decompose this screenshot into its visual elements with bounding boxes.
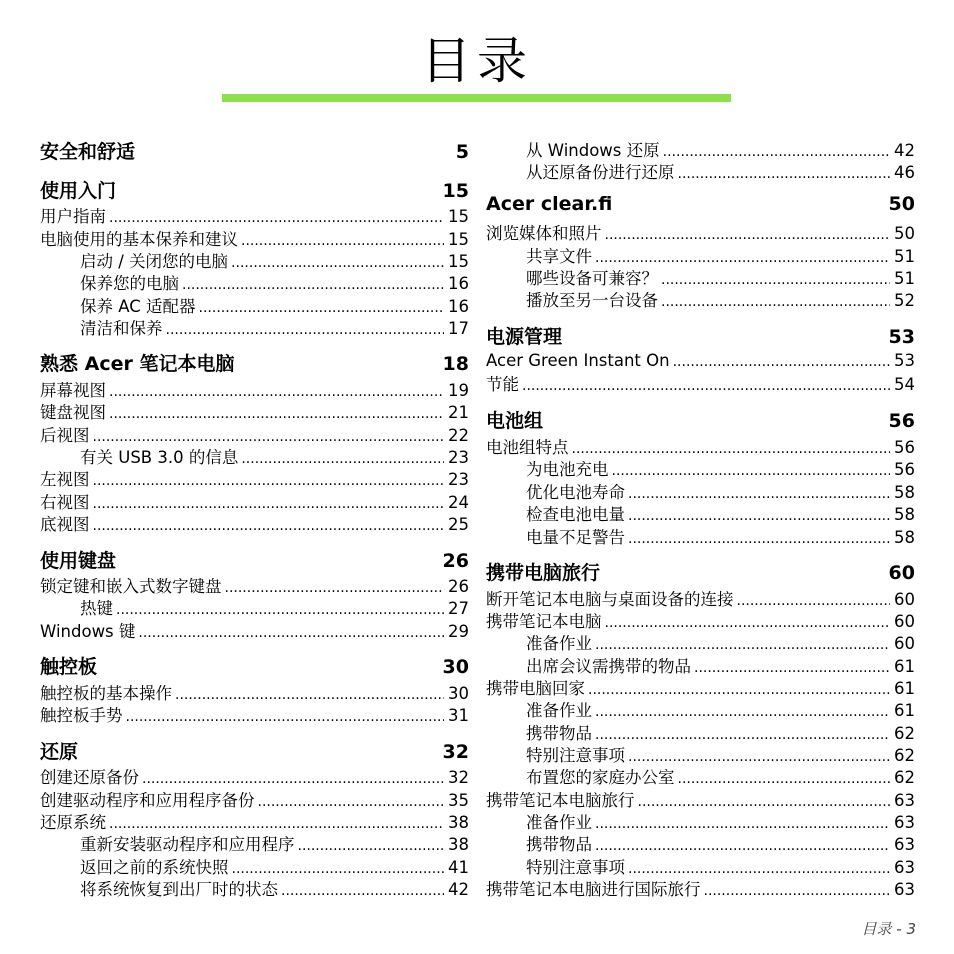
entry-title: 左视图 (40, 470, 90, 489)
dot-leader (138, 622, 444, 644)
entry-page: 25 (448, 515, 469, 534)
toc-section[interactable] (486, 560, 915, 586)
entry-title: 从 Windows 还原 (526, 141, 660, 160)
toc-section[interactable] (40, 654, 469, 680)
dot-leader (199, 297, 444, 319)
dot-leader (231, 252, 444, 274)
entry-title: 触控板的基本操作 (40, 684, 172, 703)
entry-page: 38 (448, 835, 469, 854)
entry-page: 61 (894, 657, 915, 676)
toc-section[interactable] (40, 739, 469, 765)
entry-page: 19 (448, 381, 469, 400)
toc-subentry[interactable] (40, 447, 469, 469)
toc-entry[interactable] (40, 621, 469, 643)
toc-section[interactable] (40, 548, 469, 574)
dot-leader (595, 813, 890, 835)
entry-title: 后视图 (40, 426, 90, 445)
entry-title: 携带笔记本电脑 (486, 612, 602, 631)
section-title: 熟悉 Acer 笔记本电脑 (40, 353, 235, 375)
toc-subentry[interactable] (486, 459, 915, 481)
entry-title: 准备作业 (526, 701, 592, 720)
entry-page: 51 (894, 269, 915, 288)
toc-entry[interactable] (40, 492, 469, 514)
dot-leader (142, 768, 444, 790)
section-page: 5 (455, 141, 469, 163)
entry-title: 准备作业 (526, 634, 592, 653)
entry-page: 23 (448, 470, 469, 489)
dot-leader (281, 880, 444, 902)
dot-leader (595, 835, 890, 857)
entry-title: 为电池充电 (526, 460, 609, 479)
entry-page: 62 (894, 746, 915, 765)
entry-title: 电脑使用的基本保养和建议 (40, 230, 238, 249)
entry-title: 电池组特点 (486, 438, 569, 457)
entry-page: 27 (448, 599, 469, 618)
section-page: 15 (442, 180, 469, 202)
entry-page: 61 (894, 679, 915, 698)
dot-leader (704, 880, 891, 902)
dot-leader (663, 141, 890, 163)
toc-subentry[interactable] (486, 745, 915, 767)
dot-leader (225, 577, 445, 599)
dot-leader (572, 438, 891, 460)
entry-title: 携带物品 (526, 835, 592, 854)
dot-leader (166, 319, 445, 341)
section-title: 触控板 (40, 656, 98, 678)
dot-leader (595, 701, 890, 723)
section-title: 安全和舒适 (40, 141, 136, 163)
entry-page: 31 (448, 706, 469, 725)
entry-page: 58 (894, 528, 915, 547)
toc-entry[interactable] (40, 705, 469, 727)
section-page: 56 (888, 410, 915, 432)
toc-entry[interactable] (40, 767, 469, 789)
toc-entry[interactable] (486, 678, 915, 700)
entry-title: 准备作业 (526, 813, 592, 832)
entry-title: 携带物品 (526, 724, 592, 743)
toc-entry[interactable] (40, 683, 469, 705)
dot-leader (241, 448, 444, 470)
dot-leader (93, 515, 445, 537)
toc-subentry[interactable] (486, 857, 915, 879)
toc-subentry[interactable] (40, 296, 469, 318)
toc-subentry[interactable] (486, 834, 915, 856)
entry-page: 63 (894, 880, 915, 899)
entry-title: 携带笔记本电脑旅行 (486, 791, 635, 810)
entry-page: 21 (448, 403, 469, 422)
entry-title: 启动 / 关闭您的电脑 (80, 252, 229, 271)
toc-entry[interactable] (40, 425, 469, 447)
entry-page: 41 (448, 858, 469, 877)
toc-subentry[interactable] (486, 723, 915, 745)
toc-subentry[interactable] (486, 140, 915, 162)
dot-leader (612, 460, 891, 482)
toc-entry[interactable] (486, 223, 915, 245)
entry-page: 63 (894, 835, 915, 854)
section-title: Acer clear.fi (486, 193, 613, 215)
section-title: 还原 (40, 741, 79, 763)
toc-subentry[interactable] (486, 162, 915, 184)
entry-page: 32 (448, 768, 469, 787)
dot-leader (298, 835, 445, 857)
toc-section[interactable] (40, 351, 469, 377)
toc-subentry[interactable] (40, 273, 469, 295)
dot-leader (628, 746, 890, 768)
entry-title: 重新安装驱动程序和应用程序 (80, 835, 295, 854)
toc-entry[interactable] (486, 790, 915, 812)
entry-title: 特别注意事项 (526, 746, 625, 765)
dot-leader (175, 684, 444, 706)
entry-page: 42 (894, 141, 915, 160)
entry-title: 携带电脑回家 (486, 679, 585, 698)
entry-title: 锁定键和嵌入式数字键盘 (40, 577, 222, 596)
dot-leader (232, 858, 445, 880)
section-page: 32 (442, 741, 469, 763)
entry-page: 16 (448, 274, 469, 293)
entry-title: 特别注意事项 (526, 858, 625, 877)
dot-leader (678, 163, 891, 185)
dot-leader (241, 230, 444, 252)
toc-section[interactable] (486, 324, 915, 350)
entry-title: 将系统恢复到出厂时的状态 (80, 880, 278, 899)
entry-page: 26 (448, 577, 469, 596)
toc-entry[interactable] (486, 611, 915, 633)
entry-page: 60 (894, 634, 915, 653)
entry-title: 播放至另一台设备 (526, 291, 658, 310)
dot-leader (109, 813, 444, 835)
toc-entry[interactable] (40, 402, 469, 424)
entry-page: 63 (894, 791, 915, 810)
entry-title: 有关 USB 3.0 的信息 (80, 448, 239, 467)
toc-subentry[interactable] (40, 834, 469, 856)
entry-title: 右视图 (40, 493, 90, 512)
entry-page: 52 (894, 291, 915, 310)
entry-title: 节能 (486, 375, 519, 394)
dot-leader (258, 791, 445, 813)
entry-page: 63 (894, 858, 915, 877)
section-page: 50 (888, 193, 915, 215)
toc-subentry[interactable] (40, 879, 469, 901)
toc-subentry[interactable] (40, 251, 469, 273)
section-title: 电源管理 (486, 326, 563, 348)
toc-entry[interactable] (40, 380, 469, 402)
entry-title: Acer Green Instant On (486, 351, 670, 370)
toc-subentry[interactable] (486, 482, 915, 504)
dot-leader (638, 791, 891, 813)
entry-title: 保养 AC 适配器 (80, 297, 196, 316)
entry-page: 29 (448, 622, 469, 641)
entry-page: 58 (894, 505, 915, 524)
toc-subentry[interactable] (486, 656, 915, 678)
entry-title: 电量不足警告 (526, 528, 625, 547)
dot-leader (595, 247, 890, 269)
entry-title: 布置您的家庭办公室 (526, 768, 675, 787)
entry-title: 屏幕视图 (40, 381, 106, 400)
toc-section[interactable] (40, 178, 469, 204)
entry-page: 50 (894, 224, 915, 243)
dot-leader (522, 375, 890, 397)
dot-leader (694, 657, 890, 679)
section-title: 使用入门 (40, 180, 117, 202)
page-title: 目录 (421, 32, 533, 90)
entry-page: 42 (448, 880, 469, 899)
entry-page: 58 (894, 483, 915, 502)
entry-page: 63 (894, 813, 915, 832)
title-underline (222, 94, 731, 102)
section-page: 26 (442, 550, 469, 572)
entry-page: 53 (894, 351, 915, 370)
section-title: 电池组 (486, 410, 544, 432)
toc-entry[interactable] (40, 206, 469, 228)
entry-page: 15 (448, 230, 469, 249)
toc-entry[interactable] (486, 879, 915, 901)
dot-leader (93, 493, 445, 515)
entry-page: 61 (894, 701, 915, 720)
toc-entry[interactable] (486, 437, 915, 459)
entry-page: 15 (448, 207, 469, 226)
section-page: 30 (442, 656, 469, 678)
dot-leader (595, 634, 890, 656)
dot-leader (588, 679, 890, 701)
dot-leader (628, 505, 890, 527)
dot-leader (605, 224, 891, 246)
dot-leader (661, 291, 890, 313)
dot-leader (605, 612, 891, 634)
dot-leader (628, 483, 890, 505)
toc-section[interactable] (486, 191, 915, 217)
toc-subentry[interactable] (486, 812, 915, 834)
toc-subentry[interactable] (486, 527, 915, 549)
dot-leader (628, 858, 890, 880)
toc-entry[interactable] (40, 790, 469, 812)
entry-page: 38 (448, 813, 469, 832)
entry-page: 56 (894, 460, 915, 479)
entry-title: 优化电池寿命 (526, 483, 625, 502)
entry-page: 23 (448, 448, 469, 467)
section-title: 携带电脑旅行 (486, 562, 601, 584)
toc-subentry[interactable] (40, 598, 469, 620)
entry-page: 24 (448, 493, 469, 512)
section-title: 使用键盘 (40, 550, 117, 572)
dot-leader (93, 426, 445, 448)
toc-subentry[interactable] (486, 767, 915, 789)
dot-leader (737, 590, 891, 612)
entry-page: 17 (448, 319, 469, 338)
toc-section[interactable] (486, 408, 915, 434)
entry-title: 创建还原备份 (40, 768, 139, 787)
entry-page: 22 (448, 426, 469, 445)
dot-leader (116, 599, 444, 621)
toc-section[interactable] (40, 139, 469, 165)
entry-page: 60 (894, 612, 915, 631)
entry-page: 16 (448, 297, 469, 316)
toc-entry[interactable] (40, 514, 469, 536)
section-page: 60 (888, 562, 915, 584)
entry-title: 热键 (80, 599, 113, 618)
entry-title: 保养您的电脑 (80, 274, 179, 293)
entry-page: 56 (894, 438, 915, 457)
dot-leader (93, 470, 445, 492)
entry-title: 返回之前的系统快照 (80, 858, 229, 877)
entry-title: 还原系统 (40, 813, 106, 832)
dot-leader (628, 528, 890, 550)
entry-page: 51 (894, 247, 915, 266)
entry-title: 清洁和保养 (80, 319, 163, 338)
entry-title: 底视图 (40, 515, 90, 534)
toc-subentry[interactable] (486, 633, 915, 655)
dot-leader (109, 403, 444, 425)
entry-title: 出席会议需携带的物品 (526, 657, 691, 676)
dot-leader (126, 706, 445, 728)
entry-page: 60 (894, 590, 915, 609)
page-footer: 目录 - 3 (861, 920, 916, 938)
toc-subentry[interactable] (486, 268, 915, 290)
toc-entry[interactable] (486, 374, 915, 396)
dot-leader (182, 274, 444, 296)
toc-subentry[interactable] (40, 318, 469, 340)
entry-title: 共享文件 (526, 247, 592, 266)
section-page: 18 (442, 353, 469, 375)
entry-title: 检查电池电量 (526, 505, 625, 524)
toc-entry[interactable] (486, 350, 915, 372)
entry-title: 触控板手势 (40, 706, 123, 725)
entry-title: 断开笔记本电脑与桌面设备的连接 (486, 590, 734, 609)
toc-entry[interactable] (486, 589, 915, 611)
toc-subentry[interactable] (486, 290, 915, 312)
entry-title: 哪些设备可兼容？ (526, 269, 658, 288)
toc-subentry[interactable] (40, 857, 469, 879)
entry-page: 54 (894, 375, 915, 394)
toc-entry[interactable] (40, 576, 469, 598)
toc-entry[interactable] (40, 229, 469, 251)
entry-title: 创建驱动程序和应用程序备份 (40, 791, 255, 810)
dot-leader (109, 381, 444, 403)
toc-entry[interactable] (40, 469, 469, 491)
toc-subentry[interactable] (486, 246, 915, 268)
entry-page: 30 (448, 684, 469, 703)
entry-title: 携带笔记本电脑进行国际旅行 (486, 880, 701, 899)
toc-subentry[interactable] (486, 504, 915, 526)
dot-leader (673, 351, 890, 373)
entry-title: Windows 键 (40, 622, 136, 641)
dot-leader (595, 724, 890, 746)
section-page: 53 (888, 326, 915, 348)
toc-subentry[interactable] (486, 700, 915, 722)
dot-leader (678, 768, 891, 790)
toc-entry[interactable] (40, 812, 469, 834)
entry-title: 键盘视图 (40, 403, 106, 422)
dot-leader (109, 207, 444, 229)
dot-leader (661, 269, 890, 291)
entry-title: 用户指南 (40, 207, 106, 226)
entry-page: 62 (894, 724, 915, 743)
entry-page: 15 (448, 252, 469, 271)
entry-page: 46 (894, 163, 915, 182)
entry-title: 浏览媒体和照片 (486, 224, 602, 243)
entry-title: 从还原备份进行还原 (526, 163, 675, 182)
entry-page: 62 (894, 768, 915, 787)
entry-page: 35 (448, 791, 469, 810)
